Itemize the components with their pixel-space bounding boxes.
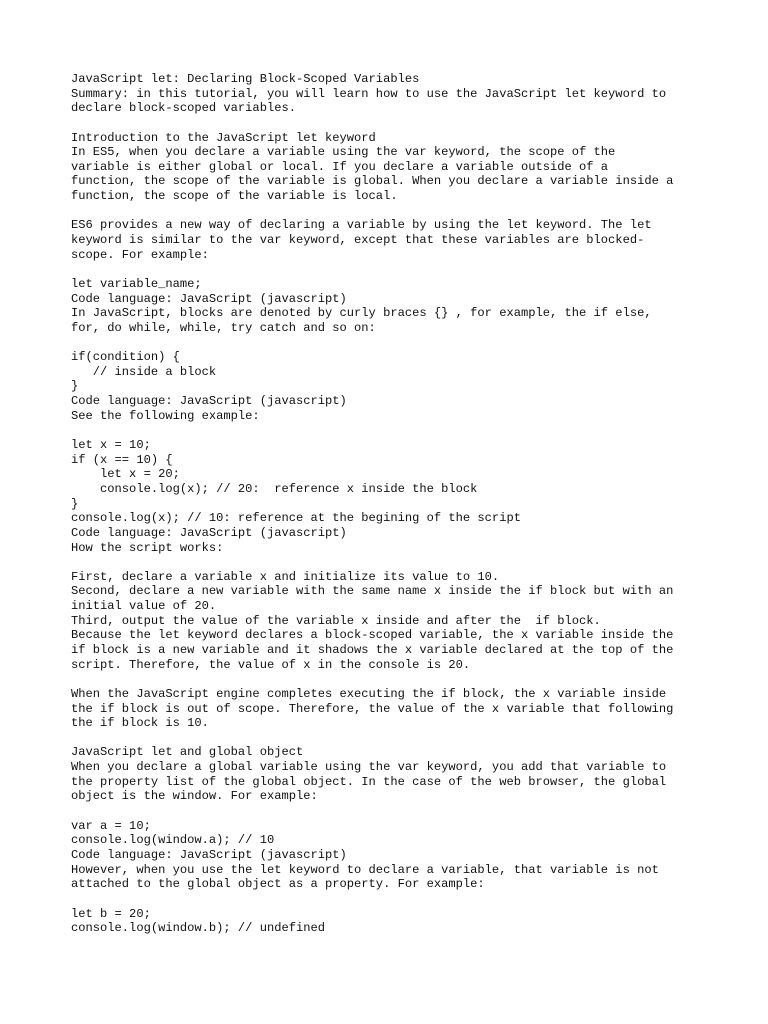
text-line: if(condition) { (71, 350, 180, 365)
blank-line (71, 262, 721, 277)
text-line: if block is a new variable and it shadows the x variable declared at the top of the (71, 642, 674, 657)
text-line: declare block-scoped variables. (71, 101, 296, 116)
text-line: let x = 20; (71, 467, 180, 482)
text-line: script. Therefore, the value of x in the console is 20. (71, 657, 471, 672)
blank-line (71, 731, 721, 746)
text-line: function, the scope of the variable is local. (71, 189, 398, 204)
text-line: the property list of the global object. In the case of the web browser, the global (71, 774, 667, 789)
section-heading: JavaScript let and global object (71, 745, 304, 760)
text-line: the if block is out of scope. Therefore, the value of the x variable that following (71, 701, 674, 716)
text-line: if (x == 10) { (71, 452, 173, 467)
text-line: } (71, 379, 79, 394)
section-heading: Introduction to the JavaScript let keyword (71, 130, 376, 145)
text-line: console.log(x); // 10: reference at the begining of the script (71, 511, 521, 526)
blank-line (71, 672, 721, 687)
text-line: When you declare a global variable using the var keyword, you add that variable to (71, 760, 667, 775)
text-line: Because the let keyword declares a block-scoped variable, the x variable inside the (71, 628, 674, 643)
text-line: Summary: in this tutorial, you will learn how to use the JavaScript let keyword to (71, 86, 667, 101)
text-line: Code language: JavaScript (javascript) (71, 847, 347, 862)
text-line: keyword is similar to the var keyword, except that these variables are blocked- (71, 233, 645, 248)
text-line: In JavaScript, blocks are denoted by curly braces {} , for example, the if else, (71, 306, 652, 321)
text-line: let b = 20; (71, 906, 151, 921)
text-line: initial value of 20. (71, 599, 217, 614)
blank-line (71, 804, 721, 819)
text-line: the if block is 10. (71, 716, 209, 731)
text-line: attached to the global object as a property. For example: (71, 877, 485, 892)
text-line: console.log(window.b); // undefined (71, 921, 326, 936)
text-line: var a = 10; (71, 818, 151, 833)
text-line: Third, output the value of the variable x inside and after the if block. (71, 613, 601, 628)
text-line: Second, declare a new variable with the same name x inside the if block but with an (71, 584, 674, 599)
text-line: However, when you use the let keyword to declare a variable, that variable is not (71, 862, 659, 877)
text-line: console.log(window.a); // 10 (71, 833, 275, 848)
text-line: function, the scope of the variable is global. When you declare a variable inside a (71, 174, 674, 189)
text-line: scope. For example: (71, 247, 209, 262)
blank-line (71, 892, 721, 907)
text-line: Code language: JavaScript (javascript) (71, 525, 347, 540)
text-line: See the following example: (71, 408, 260, 423)
blank-line (71, 204, 721, 219)
blank-line (71, 336, 721, 351)
text-line: How the script works: (71, 540, 224, 555)
text-line: let variable_name; (71, 276, 202, 291)
blank-line (71, 423, 721, 438)
text-line: object is the window. For example: (71, 789, 318, 804)
text-line: let x = 10; (71, 438, 151, 453)
text-line: for, do while, while, try catch and so on: (71, 320, 376, 335)
text-line: Code language: JavaScript (javascript) (71, 291, 347, 306)
text-line: console.log(x); // 20: reference x inside the block (71, 481, 478, 496)
text-line: Code language: JavaScript (javascript) (71, 394, 347, 409)
text-line: First, declare a variable x and initialize its value to 10. (71, 569, 500, 584)
text-line: In ES5, when you declare a variable using the var keyword, the scope of the (71, 145, 616, 160)
document-title: JavaScript let: Declaring Block-Scoped Variables (71, 72, 420, 86)
blank-line (71, 116, 721, 131)
text-line: // inside a block (71, 364, 217, 379)
document-page (71, 72, 721, 936)
text-line: } (71, 496, 79, 511)
blank-line (71, 555, 721, 570)
text-line: ES6 provides a new way of declaring a variable by using the let keyword. The let (71, 218, 652, 233)
text-line: variable is either global or local. If you declare a variable outside of a (71, 159, 609, 174)
text-line: When the JavaScript engine completes executing the if block, the x variable inside (71, 686, 667, 701)
